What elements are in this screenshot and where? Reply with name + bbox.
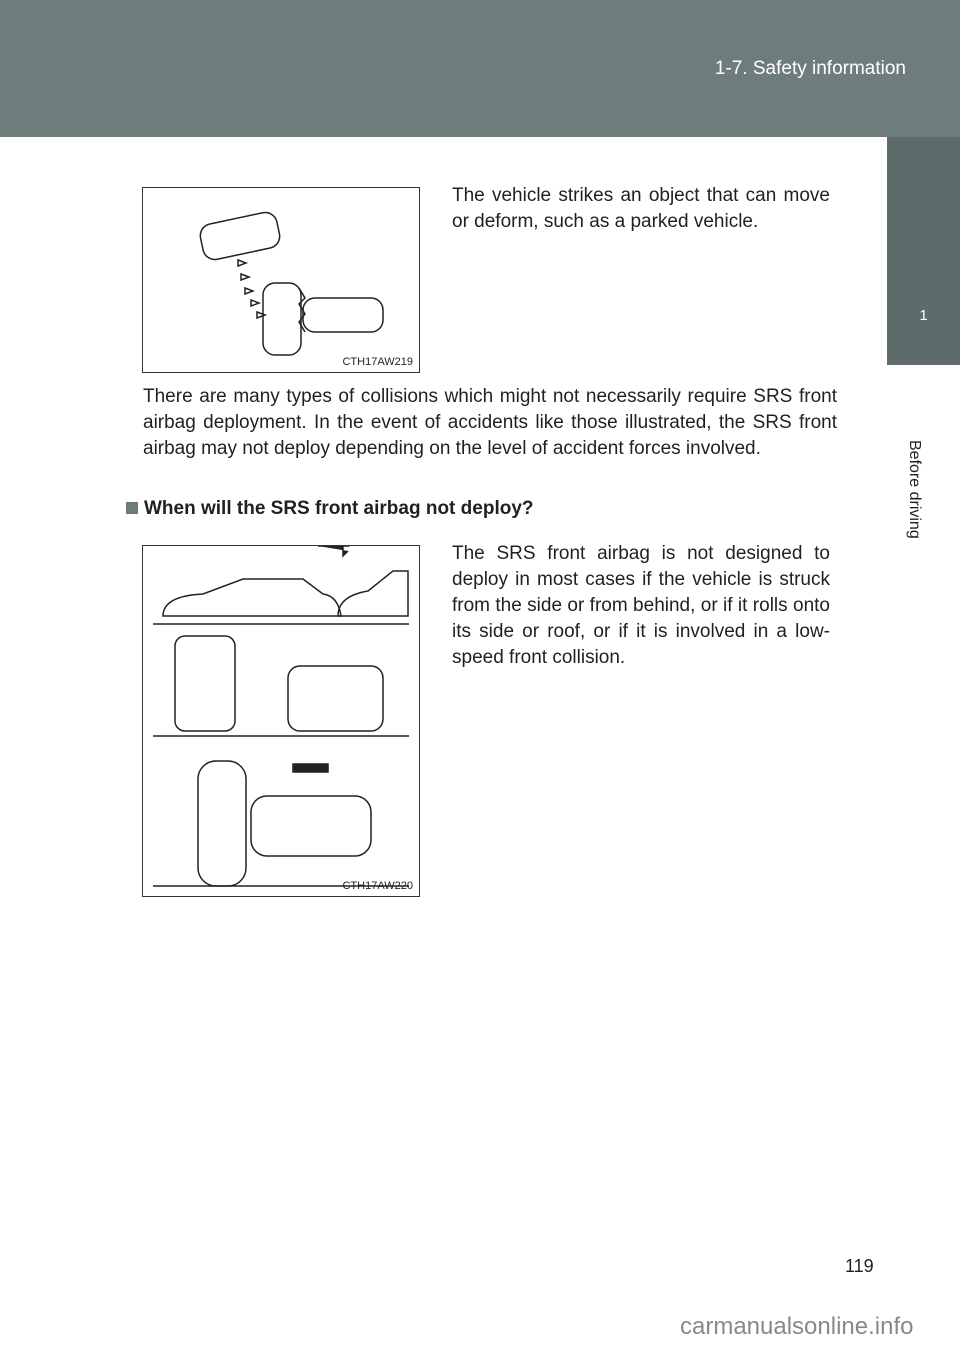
non-deploy-illustration xyxy=(143,546,418,895)
figure-code: CTH17AW219 xyxy=(342,356,413,368)
figure2-caption: The SRS front airbag is not designed to deploy in most cases if the vehicle is struck from the side or from behind, or if it rolls onto its side or roof, or if it is involved in a low-speed front collision. xyxy=(452,543,830,668)
page-number: 119 xyxy=(845,1256,874,1276)
square-bullet-icon xyxy=(126,502,138,514)
figure-code: CTH17AW220 xyxy=(342,880,413,892)
chapter-tab: 1 xyxy=(887,137,960,365)
watermark: carmanualsonline.info xyxy=(680,1313,914,1340)
figure1-caption: The vehicle strikes an object that can move or deform, such as a parked vehicle. xyxy=(452,185,830,232)
collision-illustration xyxy=(143,188,418,371)
header-band xyxy=(0,0,960,137)
section-title: 1-7. Safety information xyxy=(714,58,906,79)
figure-parked-vehicle-collision xyxy=(142,187,420,373)
section-heading: When will the SRS front airbag not deploy? xyxy=(126,498,534,520)
chapter-label: Before driving xyxy=(906,440,923,539)
body-paragraph: There are many types of collisions which might not necessarily require SRS front airbag deployment. In the event of accidents like those illustrated, the SRS front airbag may not deploy depending on the level of accident forces involved. xyxy=(143,386,837,459)
figure-non-deploy-cases xyxy=(142,545,420,897)
